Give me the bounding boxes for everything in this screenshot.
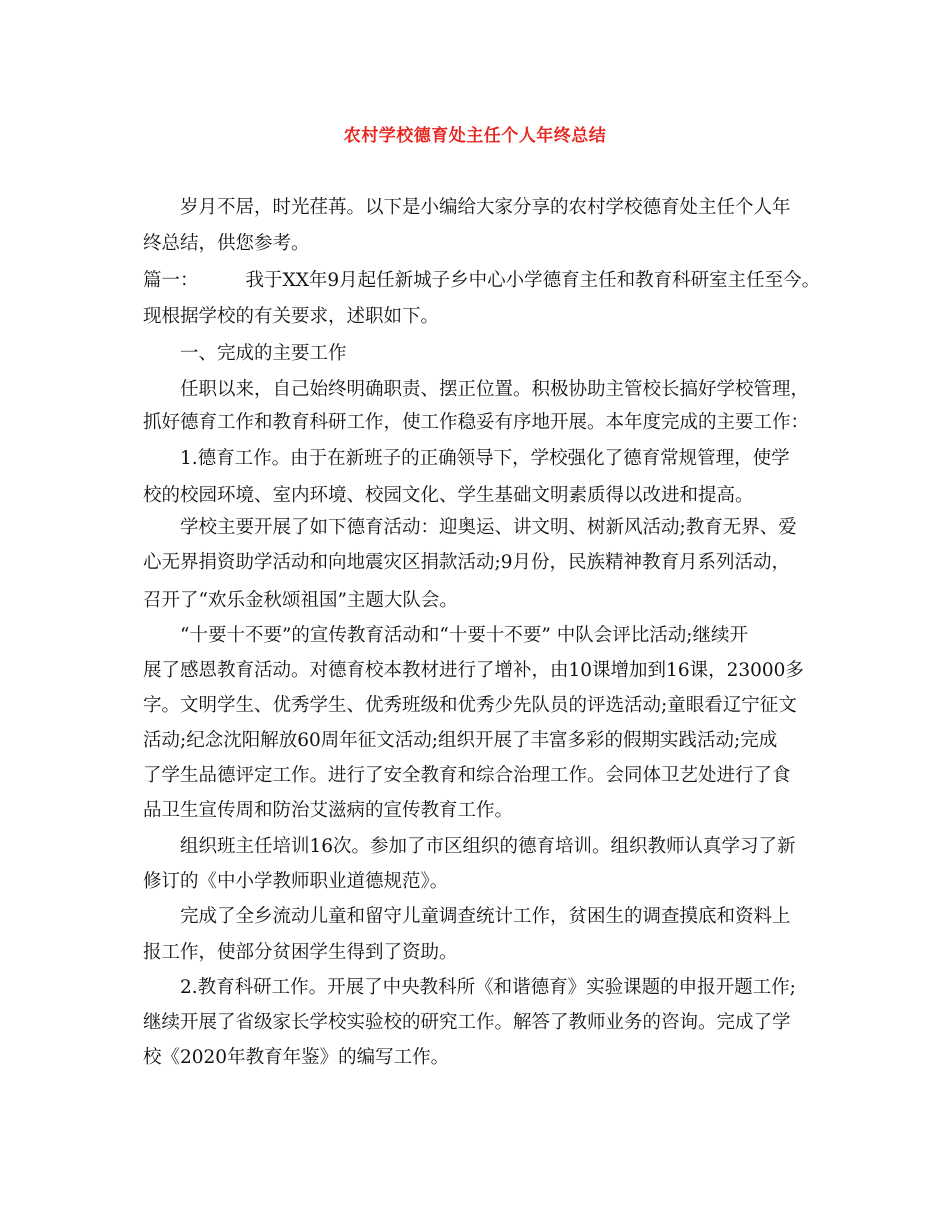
paragraph-line: 1.德育工作。由于在新班子的正确领导下，学校强化了德育常规管理，使学: [180, 448, 790, 469]
paragraph-line: 篇一： 我于XX年9月起任新城子乡中心小学德育主任和教育科研室主任至今。: [143, 270, 821, 291]
paragraph-line: 岁月不居，时光荏苒。以下是小编给大家分享的农村学校德育处主任个人年: [180, 197, 791, 218]
paragraph-line: 校的校园环境、室内环境、校园文化、学生基础文明素质得以改进和提高。: [143, 485, 754, 506]
paragraph-line: 展了感恩教育活动。对德育校本教材进行了增补，由10课增加到16课，23000多: [143, 660, 804, 681]
paragraph-line: 字。文明学生、优秀学生、优秀班级和优秀少先队员的评选活动;童眼看辽宁征文: [143, 695, 797, 716]
paragraph-line: 校《2020年教育年鉴》的编写工作。: [143, 1047, 450, 1068]
paragraph-line: 抓好德育工作和教育科研工作，使工作稳妥有序地开展。本年度完成的主要工作：: [143, 412, 810, 433]
paragraph-line: 组织班主任培训16次。参加了市区组织的德育培训。组织教师认真学习了新: [180, 836, 796, 857]
section-heading: 一、完成的主要工作: [180, 343, 347, 364]
paragraph-line: “十要十不要”的宣传教育活动和“十要十不要” 中队会评比活动;继续开: [180, 625, 748, 646]
paragraph-line: 修订的《中小学教师职业道德规范》。: [143, 871, 449, 892]
paragraph-line: 活动;纪念沈阳解放60周年征文活动;组织开展了丰富多彩的假期实践活动;完成: [143, 730, 778, 751]
paragraph-line: 现根据学校的有关要求，述职如下。: [143, 306, 440, 327]
paragraph-line: 学校主要开展了如下德育活动：迎奥运、讲文明、树新风活动;教育无界、爱: [180, 517, 797, 538]
document-title: 农村学校德育处主任个人年终总结: [343, 126, 607, 146]
paragraph-line: 了学生品德评定工作。进行了安全教育和综合治理工作。会同体卫艺处进行了食: [143, 765, 791, 786]
paragraph-line: 继续开展了省级家长学校实验校的研究工作。解答了教师业务的咨询。完成了学: [143, 1012, 791, 1033]
paragraph-line: 完成了全乡流动儿童和留守儿童调查统计工作，贫困生的调查摸底和资料上: [180, 906, 791, 927]
paragraph-line: 召开了“欢乐金秋颂祖国”主题大队会。: [143, 590, 458, 611]
paragraph-line: 品卫生宣传周和防治艾滋病的宣传教育工作。: [143, 800, 514, 821]
paragraph-line: 终总结，供您参考。: [143, 233, 310, 254]
paragraph-line: 报工作，使部分贫困学生得到了资助。: [143, 942, 458, 963]
paragraph-line: 2.教育科研工作。开展了中央教科所《和谐德育》实验课题的申报开题工作;: [180, 977, 796, 998]
paragraph-line: 任职以来，自己始终明确职责、摆正位置。积极协助主管校长搞好学校管理，: [180, 379, 810, 400]
paragraph-line: 心无界捐资助学活动和向地震灾区捐款活动;9月份，民族精神教育月系列活动，: [143, 552, 791, 573]
